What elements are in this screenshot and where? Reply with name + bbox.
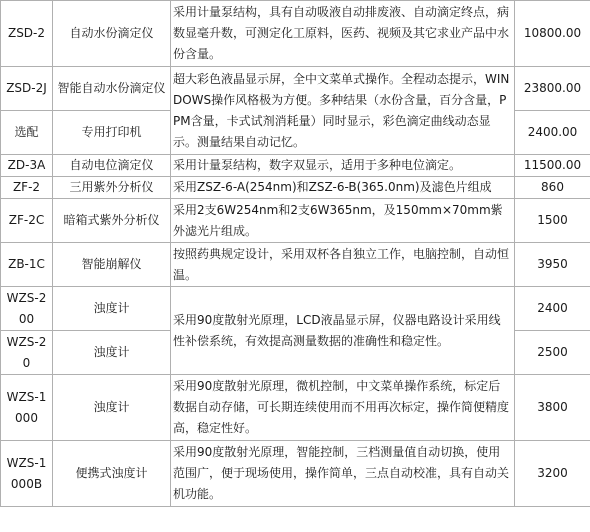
table-row: [1, 375, 590, 441]
product-name-cell: 浊度计: [53, 375, 171, 441]
model-cell: WZS-1000: [1, 375, 53, 441]
product-name-cell: 暗箱式紫外分析仪: [53, 199, 171, 243]
price-cell: 3200: [515, 441, 590, 507]
description-cell: 超大彩色液晶显示屏，全中文菜单式操作。全程动态提示，WINDOWS操作风格极为方便。多种结果（水份含量，百分含量，PPM含量，卡式试剂消耗量）同时显示，彩色滴定曲线动态显示。测量结果自动记忆。: [171, 67, 515, 155]
model-cell: ZB-1C: [1, 243, 53, 287]
table-row: [1, 199, 590, 243]
price-cell: 2400.00: [515, 111, 590, 155]
table-row: [1, 155, 590, 177]
model-cell: ZD-3A: [1, 155, 53, 177]
product-name-cell: 智能自动水份滴定仪: [53, 67, 171, 111]
description-cell: 采用计量泵结构，数字双显示，适用于多种电位滴定。: [171, 155, 515, 177]
price-cell: 1500: [515, 199, 590, 243]
model-cell: WZS-200: [1, 287, 53, 331]
description-cell: 采用计量泵结构，具有自动吸液自动排废液、自动滴定终点，病数显毫升数，可测定化工原料，医药、视频及其它求业产品中水份含量。: [171, 1, 515, 67]
description-cell: 采用ZSZ-6-A(254nm)和ZSZ-6-B(365.0nm)及滤色片组成: [171, 177, 515, 199]
price-cell: 2400: [515, 287, 590, 331]
product-name-cell: 三用紫外分析仪: [53, 177, 171, 199]
table-row: [1, 67, 590, 111]
description-cell: 采用90度散射光原理，LCD液晶显示屏，仪器电路设计采用线性补偿系统，有效提高测量数据的准确性和稳定性。: [171, 287, 515, 375]
model-cell: ZF-2: [1, 177, 53, 199]
description-cell: 采用90度散射光原理，微机控制，中文菜单操作系统，标定后数据自动存储，可长期连续使用而不用再次标定，操作简便精度高，稳定性好。: [171, 375, 515, 441]
product-name-cell: 智能崩解仪: [53, 243, 171, 287]
table-row: [1, 441, 590, 507]
description-cell: 采用90度散射光原理，智能控制，三档测量值自动切换，使用范围广，便于现场使用，操作简单，三点自动校准，具有自动关机功能。: [171, 441, 515, 507]
model-cell: ZSD-2J: [1, 67, 53, 111]
price-cell: 860: [515, 177, 590, 199]
model-cell: ZF-2C: [1, 199, 53, 243]
product-name-cell: 浊度计: [53, 287, 171, 331]
description-cell: 采用2支6W254nm和2支6W365nm，及150mm×70mm紫外滤光片组成。: [171, 199, 515, 243]
price-cell: 3800: [515, 375, 590, 441]
price-cell: 23800.00: [515, 67, 590, 111]
product-name-cell: 自动水份滴定仪: [53, 1, 171, 67]
table-row: [1, 1, 590, 67]
model-cell: WZS-20: [1, 331, 53, 375]
model-cell: ZSD-2: [1, 1, 53, 67]
table-row: [1, 177, 590, 199]
model-cell: WZS-1000B: [1, 441, 53, 507]
description-cell: 按照药典规定设计，采用双杯各自独立工作，电脑控制，自动恒温。: [171, 243, 515, 287]
model-cell: 选配: [1, 111, 53, 155]
product-name-cell: 便携式浊度计: [53, 441, 171, 507]
price-cell: 11500.00: [515, 155, 590, 177]
product-name-cell: 专用打印机: [53, 111, 171, 155]
price-cell: 2500: [515, 331, 590, 375]
price-cell: 10800.00: [515, 1, 590, 67]
table-row: [1, 287, 590, 331]
price-cell: 3950: [515, 243, 590, 287]
product-name-cell: 浊度计: [53, 331, 171, 375]
product-name-cell: 自动电位滴定仪: [53, 155, 171, 177]
table-row: [1, 243, 590, 287]
